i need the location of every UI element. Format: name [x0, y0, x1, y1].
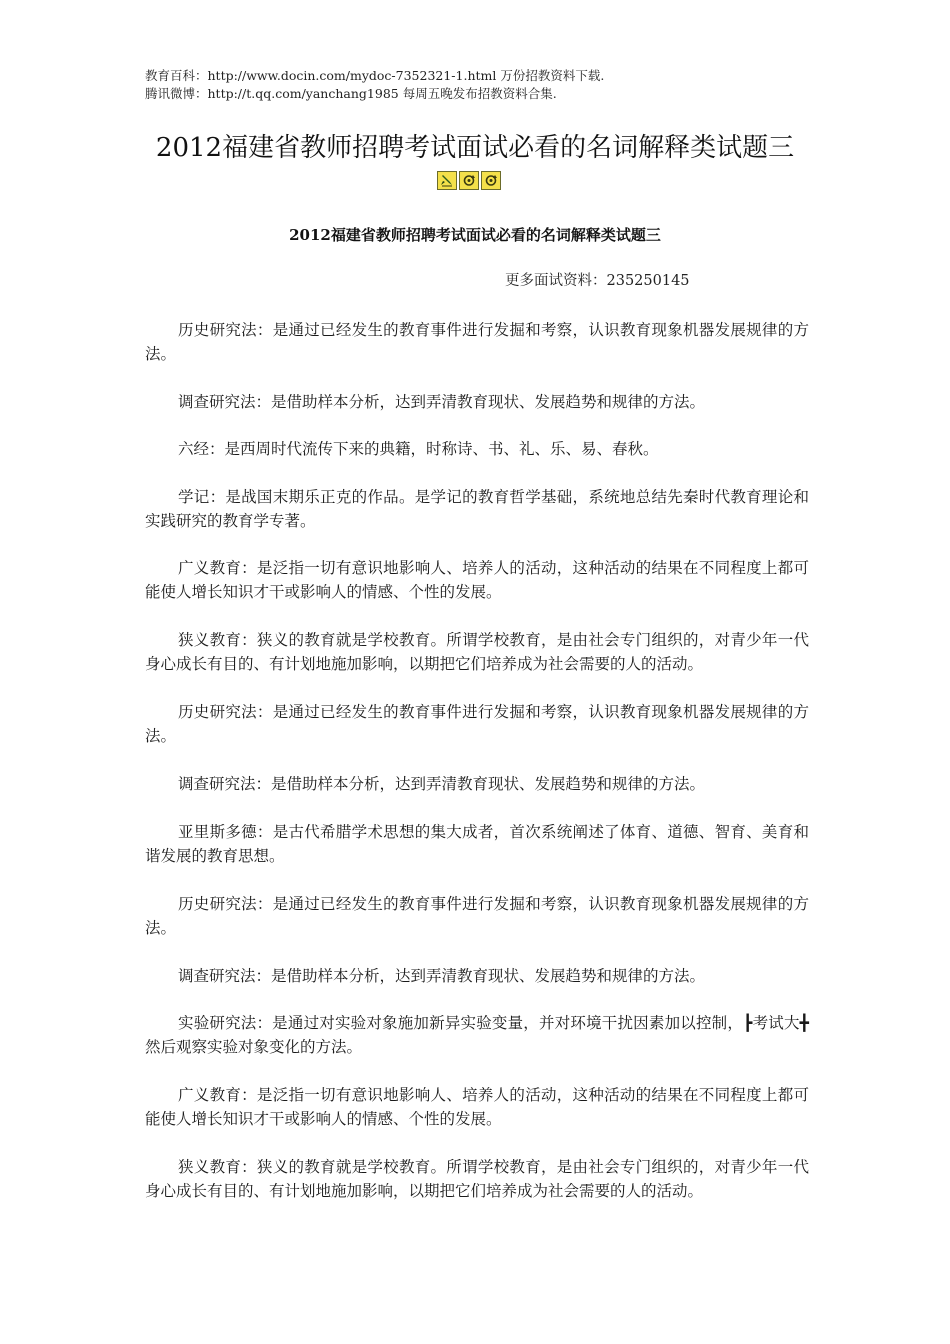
section-subtitle: 2012福建省教师招聘考试面试必看的名词解释类试题三 [289, 226, 661, 244]
term-paragraph: 六经：是西周时代流传下来的典籍，时称诗、书、礼、乐、易、春秋。 [178, 440, 659, 458]
toolbar-icons [437, 171, 501, 190]
term-paragraph: 广义教育：是泛指一切有意识地影响人、培养人的活动，这种活动的结果在不同程度上都可能使人增长知识才干或影响人的情感、个性的发展。 [145, 559, 809, 601]
header-docin-link[interactable]: 教育百科：http://www.docin.com/mydoc-7352321-1.html 万份招教资料下载. [145, 68, 605, 83]
gear-refresh-icon[interactable] [459, 171, 479, 190]
term-paragraph: 亚里斯多德：是古代希腊学术思想的集大成者，首次系统阐述了体育、道德、智育、美育和谐发展的教育思想。 [145, 823, 809, 865]
term-paragraph: 学记：是战国末期乐正克的作品。是学记的教育哲学基础，系统地总结先秦时代教育理论和实践研究的教育学专著。 [145, 488, 809, 530]
term-paragraph: 历史研究法：是通过已经发生的教育事件进行发掘和考察，认识教育现象机器发展规律的方法。 [145, 895, 809, 937]
more-info-contact: 更多面试资料：235250145 [505, 273, 690, 289]
header-weibo-link[interactable]: 腾讯微博：http://t.qq.com/yanchang1985 每周五晚发布招教资料合集. [145, 86, 557, 101]
term-paragraph: 调查研究法：是借助样本分析，达到弄清教育现状、发展趋势和规律的方法。 [178, 967, 706, 985]
page-title: 2012福建省教师招聘考试面试必看的名词解释类试题三 [155, 133, 795, 163]
term-paragraph: 历史研究法：是通过已经发生的教育事件进行发掘和考察，认识教育现象机器发展规律的方法。 [145, 321, 809, 363]
term-paragraph: 历史研究法：是通过已经发生的教育事件进行发掘和考察，认识教育现象机器发展规律的方法。 [145, 703, 809, 745]
term-paragraph: 调查研究法：是借助样本分析，达到弄清教育现状、发展趋势和规律的方法。 [178, 775, 706, 793]
term-paragraph: 调查研究法：是借助样本分析，达到弄清教育现状、发展趋势和规律的方法。 [178, 393, 706, 411]
gear-refresh-icon[interactable] [481, 171, 501, 190]
term-paragraph: 实验研究法：是通过对实验对象施加新异实验变量，并对环境干扰因素加以控制，┣考试大╋然后观察实验对象变化的方法。 [145, 1014, 809, 1056]
term-paragraph: 狭义教育：狭义的教育就是学校教育。所谓学校教育，是由社会专门组织的，对青少年一代身心成长有目的、有计划地施加影响，以期把它们培养成为社会需要的人的活动。 [145, 631, 809, 673]
term-paragraph: 广义教育：是泛指一切有意识地影响人、培养人的活动，这种活动的结果在不同程度上都可能使人增长知识才干或影响人的情感、个性的发展。 [145, 1086, 809, 1128]
term-paragraph: 狭义教育：狭义的教育就是学校教育。所谓学校教育，是由社会专门组织的，对青少年一代身心成长有目的、有计划地施加影响，以期把它们培养成为社会需要的人的活动。 [145, 1158, 809, 1200]
pencil-icon[interactable] [437, 171, 457, 190]
